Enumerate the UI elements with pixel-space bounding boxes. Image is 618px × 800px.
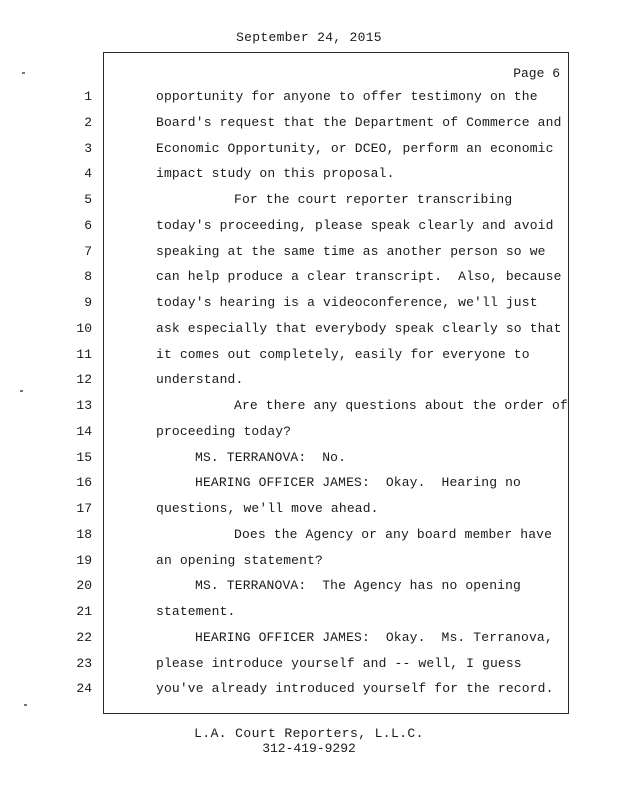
line-number: 13 bbox=[76, 398, 92, 413]
transcript-line: ask especially that everybody speak clearly so that bbox=[156, 321, 562, 336]
line-number: 10 bbox=[76, 321, 92, 336]
line-number: 22 bbox=[76, 630, 92, 645]
transcript-line: today's hearing is a videoconference, we'll just bbox=[156, 295, 538, 310]
line-number: 1 bbox=[84, 89, 92, 104]
line-number: 2 bbox=[84, 115, 92, 130]
transcript-line: MS. TERRANOVA: The Agency has no opening bbox=[195, 578, 522, 593]
line-number: 3 bbox=[84, 141, 92, 156]
line-number: 7 bbox=[84, 244, 92, 259]
transcript-line: you've already introduced yourself for the record. bbox=[156, 681, 554, 696]
transcript-line: proceeding today? bbox=[156, 424, 292, 439]
line-number: 14 bbox=[76, 424, 92, 439]
transcript-line: speaking at the same time as another person so we bbox=[156, 244, 546, 259]
line-number: 12 bbox=[76, 372, 92, 387]
transcript-line: questions, we'll move ahead. bbox=[156, 501, 379, 516]
line-number: 16 bbox=[76, 475, 92, 490]
transcript-line: opportunity for anyone to offer testimony on the bbox=[156, 89, 538, 104]
scan-speck bbox=[20, 390, 23, 392]
transcript-line: statement. bbox=[156, 604, 236, 619]
line-number: 5 bbox=[84, 192, 92, 207]
transcript-line: Does the Agency or any board member have bbox=[234, 527, 553, 542]
page-number: Page 6 bbox=[513, 66, 560, 81]
line-number: 9 bbox=[84, 295, 92, 310]
line-number: 24 bbox=[76, 681, 92, 696]
transcript-line: can help produce a clear transcript. Also, because bbox=[156, 269, 562, 284]
transcript-line: HEARING OFFICER JAMES: Okay. Ms. Terranova, bbox=[195, 630, 553, 645]
line-number: 21 bbox=[76, 604, 92, 619]
transcript-line: today's proceeding, please speak clearly and avoid bbox=[156, 218, 554, 233]
transcript-line: impact study on this proposal. bbox=[156, 166, 395, 181]
transcript-line: please introduce yourself and -- well, I guess bbox=[156, 656, 522, 671]
line-number: 4 bbox=[84, 166, 92, 181]
transcript-line: Board's request that the Department of Commerce and bbox=[156, 115, 562, 130]
transcript-line: an opening statement? bbox=[156, 553, 323, 568]
footer-company: L.A. Court Reporters, L.L.C. bbox=[194, 726, 424, 741]
transcript-line: For the court reporter transcribing bbox=[234, 192, 513, 207]
transcript-line: Are there any questions about the order of bbox=[234, 398, 568, 413]
line-number: 15 bbox=[76, 450, 92, 465]
transcript-line: it comes out completely, easily for everyone to bbox=[156, 347, 530, 362]
line-number: 23 bbox=[76, 656, 92, 671]
footer-phone: 312-419-9292 bbox=[262, 741, 356, 756]
line-number: 6 bbox=[84, 218, 92, 233]
header-date: September 24, 2015 bbox=[236, 30, 382, 45]
transcript-line: understand. bbox=[156, 372, 244, 387]
line-number: 17 bbox=[76, 501, 92, 516]
line-number: 8 bbox=[84, 269, 92, 284]
scan-speck bbox=[22, 72, 25, 74]
line-number: 18 bbox=[76, 527, 92, 542]
line-number: 11 bbox=[76, 347, 92, 362]
transcript-line: Economic Opportunity, or DCEO, perform an economic bbox=[156, 141, 554, 156]
scan-speck bbox=[24, 704, 27, 706]
line-number: 20 bbox=[76, 578, 92, 593]
transcript-line: HEARING OFFICER JAMES: Okay. Hearing no bbox=[195, 475, 522, 490]
line-number: 19 bbox=[76, 553, 92, 568]
transcript-line: MS. TERRANOVA: No. bbox=[195, 450, 347, 465]
